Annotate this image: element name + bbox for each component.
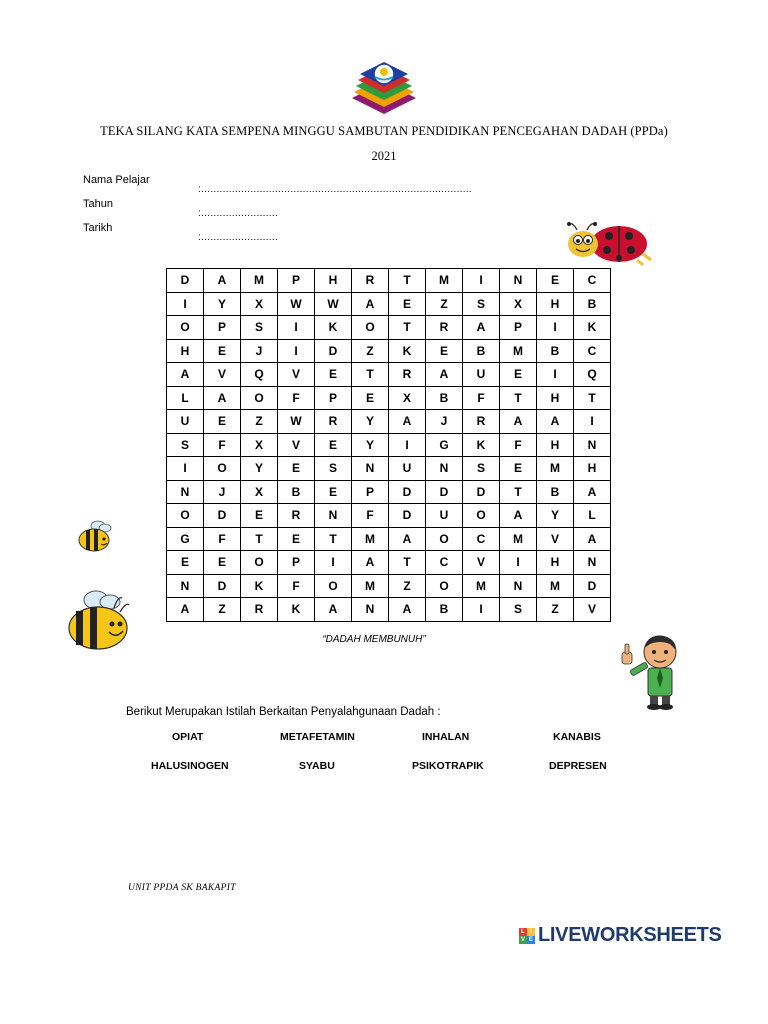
grid-cell[interactable]: M bbox=[352, 527, 389, 551]
grid-cell[interactable]: B bbox=[537, 480, 574, 504]
grid-cell[interactable]: D bbox=[315, 339, 352, 363]
grid-cell[interactable]: N bbox=[574, 551, 611, 575]
grid-cell[interactable]: A bbox=[574, 480, 611, 504]
grid-cell[interactable]: T bbox=[389, 551, 426, 575]
grid-row bbox=[167, 480, 611, 504]
grid-cell[interactable]: I bbox=[315, 551, 352, 575]
grid-cell[interactable]: C bbox=[426, 551, 463, 575]
grid-cell[interactable]: E bbox=[315, 480, 352, 504]
grid-cell[interactable]: P bbox=[278, 551, 315, 575]
grid-cell[interactable]: M bbox=[463, 574, 500, 598]
grid-cell[interactable]: Q bbox=[241, 363, 278, 387]
grid-row bbox=[167, 292, 611, 316]
grid-cell[interactable]: O bbox=[463, 504, 500, 528]
grid-cell[interactable]: T bbox=[241, 527, 278, 551]
grid-cell[interactable]: I bbox=[463, 269, 500, 293]
grid-cell[interactable]: D bbox=[574, 574, 611, 598]
grid-cell[interactable]: M bbox=[352, 574, 389, 598]
grid-row bbox=[167, 386, 611, 410]
grid-cell[interactable]: T bbox=[315, 527, 352, 551]
grid-cell[interactable]: R bbox=[315, 410, 352, 434]
grid-cell[interactable]: N bbox=[574, 433, 611, 457]
grid-cell[interactable]: N bbox=[500, 574, 537, 598]
school-logo-icon bbox=[348, 52, 420, 118]
grid-cell[interactable]: D bbox=[426, 480, 463, 504]
grid-cell[interactable]: H bbox=[167, 339, 204, 363]
grid-cell[interactable]: I bbox=[278, 339, 315, 363]
field-line-tarikh[interactable]: :......................... bbox=[198, 232, 279, 243]
word-list-intro: Berikut Merupakan Istilah Berkaitan Penyalahgunaan Dadah : bbox=[126, 706, 441, 718]
grid-cell[interactable]: H bbox=[574, 457, 611, 481]
grid-cell[interactable]: H bbox=[537, 551, 574, 575]
grid-cell[interactable]: R bbox=[241, 598, 278, 622]
grid-cell[interactable]: N bbox=[500, 269, 537, 293]
grid-cell[interactable]: X bbox=[241, 480, 278, 504]
grid-cell[interactable]: O bbox=[241, 386, 278, 410]
grid-row bbox=[167, 363, 611, 387]
grid-cell[interactable]: H bbox=[537, 292, 574, 316]
grid-cell[interactable]: V bbox=[204, 363, 241, 387]
grid-cell[interactable]: I bbox=[278, 316, 315, 340]
liveworksheets-logo[interactable] bbox=[519, 924, 722, 947]
grid-cell[interactable]: P bbox=[500, 316, 537, 340]
grid-cell[interactable]: I bbox=[167, 457, 204, 481]
grid-cell[interactable]: A bbox=[389, 527, 426, 551]
grid-cell[interactable]: E bbox=[241, 504, 278, 528]
grid-cell[interactable]: H bbox=[315, 269, 352, 293]
word-halusinogen: HALUSINOGEN bbox=[151, 760, 229, 772]
grid-cell[interactable]: I bbox=[463, 598, 500, 622]
grid-row bbox=[167, 433, 611, 457]
grid-cell[interactable]: E bbox=[315, 363, 352, 387]
grid-cell[interactable]: S bbox=[241, 316, 278, 340]
grid-cell[interactable]: N bbox=[426, 457, 463, 481]
grid-cell[interactable]: U bbox=[426, 504, 463, 528]
grid-cell[interactable]: I bbox=[574, 410, 611, 434]
grid-cell[interactable]: R bbox=[463, 410, 500, 434]
grid-cell[interactable]: P bbox=[278, 269, 315, 293]
grid-cell[interactable]: B bbox=[537, 339, 574, 363]
grid-cell[interactable]: F bbox=[278, 574, 315, 598]
grid-cell[interactable]: E bbox=[500, 457, 537, 481]
grid-cell[interactable]: Y bbox=[352, 433, 389, 457]
grid-cell[interactable]: P bbox=[352, 480, 389, 504]
grid-cell[interactable]: A bbox=[389, 410, 426, 434]
grid-cell[interactable]: A bbox=[315, 598, 352, 622]
grid-cell[interactable]: U bbox=[463, 363, 500, 387]
grid-cell[interactable]: A bbox=[204, 386, 241, 410]
grid-cell[interactable]: T bbox=[389, 316, 426, 340]
grid-cell[interactable]: M bbox=[500, 527, 537, 551]
grid-cell[interactable]: K bbox=[574, 316, 611, 340]
grid-cell[interactable]: A bbox=[500, 410, 537, 434]
grid-cell[interactable]: M bbox=[426, 269, 463, 293]
grid-cell[interactable]: D bbox=[463, 480, 500, 504]
grid-cell[interactable]: N bbox=[167, 574, 204, 598]
grid-cell[interactable]: E bbox=[278, 527, 315, 551]
grid-cell[interactable]: G bbox=[426, 433, 463, 457]
field-label-tahun: Tahun bbox=[83, 198, 113, 210]
word-syabu: SYABU bbox=[299, 760, 335, 772]
grid-cell[interactable]: Z bbox=[389, 574, 426, 598]
grid-cell[interactable]: K bbox=[241, 574, 278, 598]
grid-cell[interactable]: R bbox=[389, 363, 426, 387]
word-search-grid bbox=[166, 268, 611, 622]
grid-cell[interactable]: V bbox=[463, 551, 500, 575]
field-label-tarikh: Tarikh bbox=[83, 222, 113, 234]
grid-cell[interactable]: B bbox=[574, 292, 611, 316]
grid-cell[interactable]: R bbox=[426, 316, 463, 340]
grid-cell[interactable]: E bbox=[352, 386, 389, 410]
grid-cell[interactable]: T bbox=[500, 386, 537, 410]
grid-cell[interactable]: X bbox=[389, 386, 426, 410]
word-depresen: DEPRESEN bbox=[549, 760, 607, 772]
field-line-nama[interactable]: :........................................................................................ bbox=[198, 184, 472, 195]
grid-cell[interactable]: E bbox=[500, 363, 537, 387]
grid-row bbox=[167, 527, 611, 551]
grid-cell[interactable]: T bbox=[389, 269, 426, 293]
ladybug-icon bbox=[563, 220, 655, 266]
field-label-nama: Nama Pelajar bbox=[83, 174, 150, 186]
liveworksheets-icon: L I V E bbox=[520, 928, 533, 943]
grid-cell[interactable]: A bbox=[537, 410, 574, 434]
grid-cell[interactable]: I bbox=[389, 433, 426, 457]
grid-cell[interactable]: N bbox=[167, 480, 204, 504]
grid-cell[interactable]: I bbox=[167, 292, 204, 316]
grid-row bbox=[167, 551, 611, 575]
grid-cell[interactable]: I bbox=[500, 551, 537, 575]
grid-row bbox=[167, 339, 611, 363]
grid-cell[interactable]: E bbox=[167, 551, 204, 575]
grid-cell[interactable]: V bbox=[537, 527, 574, 551]
grid-cell[interactable]: E bbox=[389, 292, 426, 316]
grid-cell[interactable]: E bbox=[315, 433, 352, 457]
grid-cell[interactable]: B bbox=[278, 480, 315, 504]
grid-cell[interactable]: A bbox=[167, 598, 204, 622]
grid-cell[interactable]: T bbox=[352, 363, 389, 387]
grid-cell[interactable]: C bbox=[574, 269, 611, 293]
grid-cell[interactable]: O bbox=[241, 551, 278, 575]
grid-cell[interactable]: M bbox=[537, 574, 574, 598]
grid-cell[interactable]: J bbox=[204, 480, 241, 504]
grid-cell[interactable]: D bbox=[389, 480, 426, 504]
grid-cell[interactable]: A bbox=[352, 292, 389, 316]
grid-cell[interactable]: J bbox=[241, 339, 278, 363]
grid-cell[interactable]: Z bbox=[426, 292, 463, 316]
field-line-tahun[interactable]: :......................... bbox=[198, 208, 279, 219]
grid-cell[interactable]: L bbox=[167, 386, 204, 410]
grid-cell[interactable]: A bbox=[204, 269, 241, 293]
grid-cell[interactable]: F bbox=[204, 527, 241, 551]
grid-cell[interactable]: N bbox=[315, 504, 352, 528]
grid-cell[interactable]: M bbox=[241, 269, 278, 293]
grid-cell[interactable]: S bbox=[167, 433, 204, 457]
grid-cell[interactable]: V bbox=[278, 433, 315, 457]
grid-cell[interactable]: Y bbox=[537, 504, 574, 528]
grid-cell[interactable]: C bbox=[574, 339, 611, 363]
word-opiat: OPIAT bbox=[172, 731, 204, 743]
grid-cell[interactable]: B bbox=[426, 386, 463, 410]
grid-cell[interactable]: H bbox=[537, 433, 574, 457]
grid-cell[interactable]: M bbox=[500, 339, 537, 363]
grid-cell[interactable]: P bbox=[315, 386, 352, 410]
grid-cell[interactable]: U bbox=[167, 410, 204, 434]
word-inhalan: INHALAN bbox=[422, 731, 470, 743]
grid-cell[interactable]: X bbox=[500, 292, 537, 316]
grid-cell[interactable]: H bbox=[537, 386, 574, 410]
grid-cell[interactable]: E bbox=[204, 551, 241, 575]
grid-cell[interactable]: D bbox=[389, 504, 426, 528]
word-kanabis: KANABIS bbox=[553, 731, 601, 743]
grid-cell[interactable]: S bbox=[315, 457, 352, 481]
worksheet-title: TEKA SILANG KATA SEMPENA MINGGU SAMBUTAN PENDIDIKAN PENCEGAHAN DADAH (PPDa) bbox=[100, 124, 668, 138]
grid-cell[interactable]: N bbox=[352, 457, 389, 481]
grid-cell[interactable]: E bbox=[426, 339, 463, 363]
grid-cell[interactable]: O bbox=[204, 457, 241, 481]
grid-cell[interactable]: S bbox=[463, 292, 500, 316]
grid-row bbox=[167, 457, 611, 481]
grid-cell[interactable]: O bbox=[315, 574, 352, 598]
grid-cell[interactable]: E bbox=[537, 269, 574, 293]
grid-cell[interactable]: D bbox=[167, 269, 204, 293]
grid-cell[interactable]: Z bbox=[352, 339, 389, 363]
grid-cell[interactable]: E bbox=[204, 339, 241, 363]
grid-cell[interactable]: A bbox=[426, 363, 463, 387]
grid-cell[interactable]: C bbox=[463, 527, 500, 551]
grid-cell[interactable]: F bbox=[500, 433, 537, 457]
small-bee-icon bbox=[76, 518, 114, 554]
grid-cell[interactable]: K bbox=[315, 316, 352, 340]
grid-cell[interactable]: S bbox=[463, 457, 500, 481]
grid-row bbox=[167, 598, 611, 622]
grid-cell[interactable]: D bbox=[204, 574, 241, 598]
grid-cell[interactable]: W bbox=[315, 292, 352, 316]
grid-cell[interactable]: S bbox=[500, 598, 537, 622]
word-metafetamin: METAFETAMIN bbox=[280, 731, 355, 743]
grid-cell[interactable]: V bbox=[574, 598, 611, 622]
grid-cell[interactable]: O bbox=[426, 574, 463, 598]
grid-cell[interactable]: A bbox=[352, 551, 389, 575]
grid-row bbox=[167, 410, 611, 434]
grid-cell[interactable]: F bbox=[278, 386, 315, 410]
grid-cell[interactable]: I bbox=[537, 316, 574, 340]
grid-cell[interactable]: W bbox=[278, 410, 315, 434]
grid-cell[interactable]: K bbox=[278, 598, 315, 622]
grid-cell[interactable]: A bbox=[500, 504, 537, 528]
grid-cell[interactable]: Q bbox=[574, 363, 611, 387]
grid-caption: “DADAH MEMBUNUH” bbox=[322, 634, 426, 645]
grid-cell[interactable]: Y bbox=[204, 292, 241, 316]
grid-cell[interactable]: O bbox=[167, 316, 204, 340]
grid-cell[interactable]: E bbox=[204, 410, 241, 434]
grid-cell[interactable]: Y bbox=[352, 410, 389, 434]
grid-cell[interactable]: M bbox=[537, 457, 574, 481]
grid-cell[interactable]: G bbox=[167, 527, 204, 551]
grid-cell[interactable]: B bbox=[463, 339, 500, 363]
grid-cell[interactable]: F bbox=[352, 504, 389, 528]
grid-cell[interactable]: W bbox=[278, 292, 315, 316]
large-bee-icon bbox=[66, 586, 132, 652]
grid-cell[interactable]: Z bbox=[241, 410, 278, 434]
grid-cell[interactable]: N bbox=[352, 598, 389, 622]
grid-row bbox=[167, 574, 611, 598]
grid-row bbox=[167, 504, 611, 528]
grid-cell[interactable]: A bbox=[574, 527, 611, 551]
grid-cell[interactable]: O bbox=[167, 504, 204, 528]
grid-cell[interactable]: B bbox=[426, 598, 463, 622]
word-psikotrapik: PSIKOTRAPIK bbox=[412, 760, 484, 772]
grid-cell[interactable]: O bbox=[426, 527, 463, 551]
grid-cell[interactable]: F bbox=[463, 386, 500, 410]
grid-cell[interactable]: X bbox=[241, 292, 278, 316]
grid-cell[interactable]: Y bbox=[241, 457, 278, 481]
grid-cell[interactable]: K bbox=[463, 433, 500, 457]
grid-cell[interactable]: Z bbox=[204, 598, 241, 622]
grid-cell[interactable]: F bbox=[204, 433, 241, 457]
grid-cell[interactable]: I bbox=[537, 363, 574, 387]
grid-cell[interactable]: R bbox=[278, 504, 315, 528]
grid-row bbox=[167, 316, 611, 340]
grid-cell[interactable]: E bbox=[278, 457, 315, 481]
grid-cell[interactable]: Z bbox=[537, 598, 574, 622]
grid-cell[interactable]: T bbox=[574, 386, 611, 410]
grid-row bbox=[167, 269, 611, 293]
worksheet-year: 2021 bbox=[371, 149, 397, 163]
grid-cell[interactable]: X bbox=[241, 433, 278, 457]
grid-cell[interactable]: K bbox=[389, 339, 426, 363]
grid-cell[interactable]: O bbox=[352, 316, 389, 340]
grid-cell[interactable]: P bbox=[204, 316, 241, 340]
grid-cell[interactable]: A bbox=[389, 598, 426, 622]
footer-unit: UNIT PPDA SK BAKAPIT bbox=[128, 883, 236, 893]
grid-cell[interactable]: A bbox=[463, 316, 500, 340]
liveworksheets-text: LIVEWORKSHEETS bbox=[538, 924, 722, 946]
grid-cell[interactable]: L bbox=[574, 504, 611, 528]
grid-cell[interactable]: T bbox=[500, 480, 537, 504]
grid-cell[interactable]: A bbox=[167, 363, 204, 387]
grid-cell[interactable]: J bbox=[426, 410, 463, 434]
grid-cell[interactable]: U bbox=[389, 457, 426, 481]
grid-cell[interactable]: V bbox=[278, 363, 315, 387]
grid-cell[interactable]: R bbox=[352, 269, 389, 293]
thumbs-up-man-icon bbox=[620, 630, 692, 710]
grid-cell[interactable]: D bbox=[204, 504, 241, 528]
